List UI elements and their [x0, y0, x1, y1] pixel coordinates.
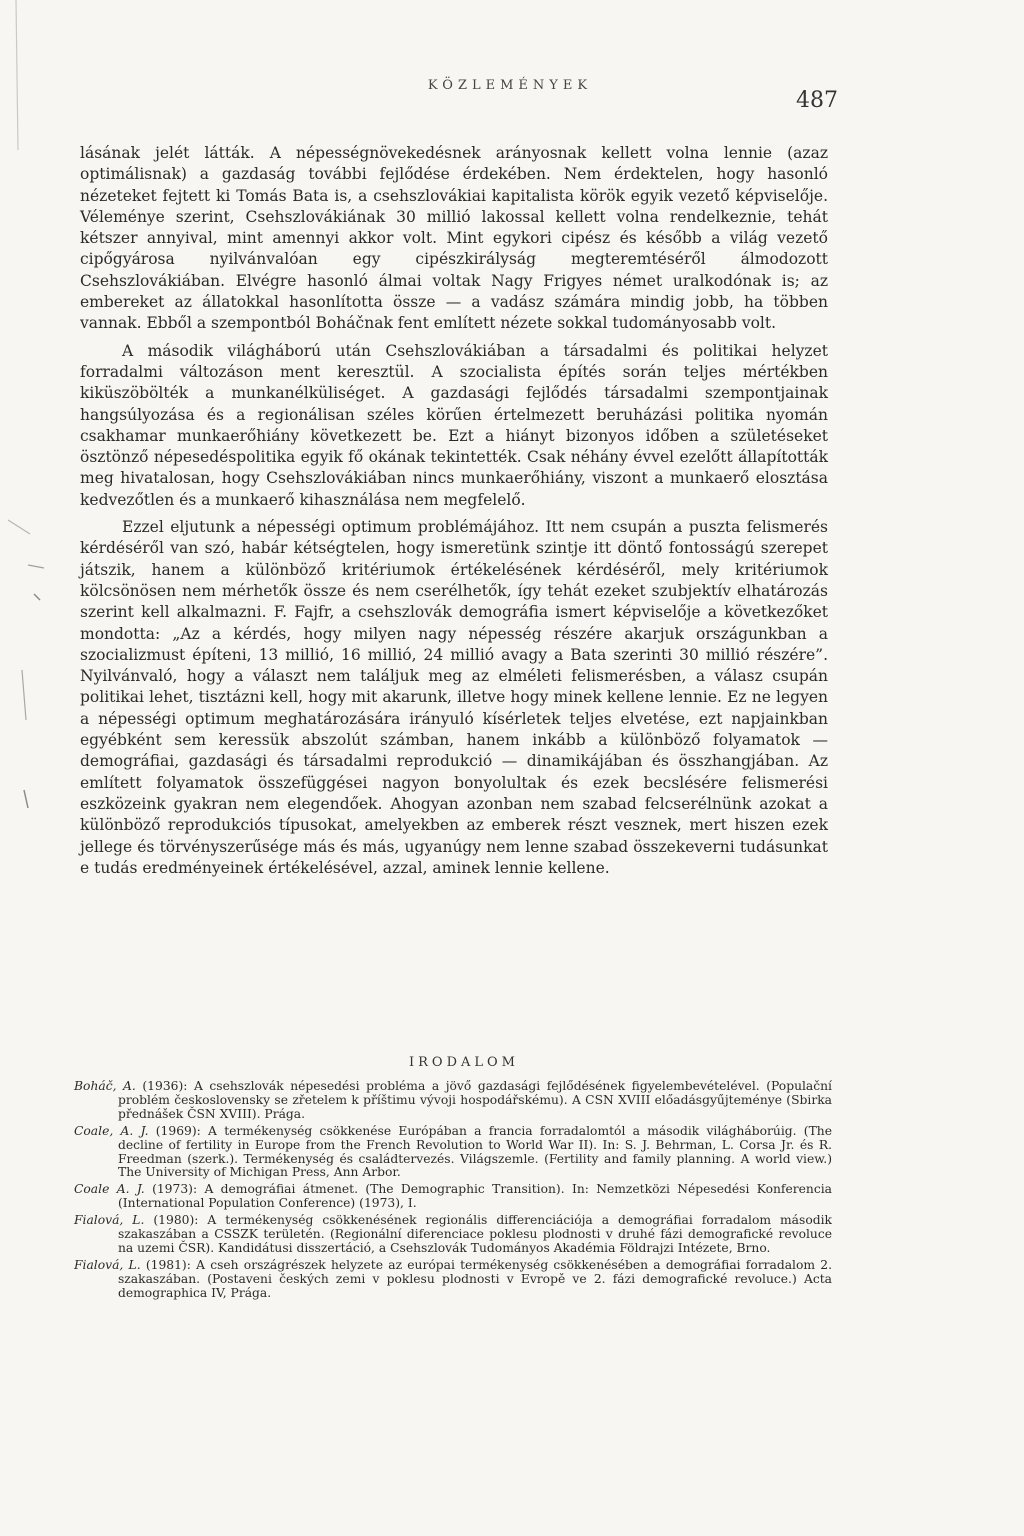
- reference-author: Fialová, L.: [74, 1257, 141, 1272]
- reference-text: (1981): A cseh országrészek helyzete az európai termékenység csökkenésében a demográfiai forradalom 2. szakaszában. (Postaveni českých zemi v poklesu plodnosti v Evropě ve 2. fázi demografické revoluce.) Acta demographica IV, Prága.: [118, 1257, 832, 1300]
- paragraph-2: A második világháború után Csehszlovákiában a társadalmi és politikai helyzet forradalmi változáson ment keresztül. A szocialista építés során teljes mértékben kiküszöbölték a munkanélküliséget. A gazdasági fejlődés társadalmi szempontjainak hangsúlyozása és a regionálisan széles körűen értelmezett beruházási politika nyomán csakhamar munkaerőhiány következett be. Ezt a hiányt bizonyos időben a születéseket ösztönző népesedéspolitika egyik fő okának tekintették. Csak néhány évvel ezelőtt állapították meg hivatalosan, hogy Csehszlovákiában nincs munkaerőhiány, viszont a munkaerő elosztása kedvezőtlen és a munkaerő kihasználása nem megfelelő.: [80, 341, 828, 509]
- references-heading: IRODALOM: [409, 1055, 519, 1070]
- article-body: [80, 143, 828, 885]
- reference-text: (1969): A termékenység csökkenése Európában a francia forradalomtól a második világháborúig. (The decline of fertility in Europe from the French Revolution to World War II). In: S. J. Behrman, L. Corsa Jr. és R. Freedman (szerk.). Termékenység és családtervezés. Világszemle. (Fertility and family planning. A world view.) The University of Michigan Press, Ann Arbor.: [118, 1123, 832, 1180]
- reference-entry: [74, 1183, 832, 1211]
- references-list: [74, 1080, 832, 1304]
- reference-entry: [74, 1259, 832, 1301]
- reference-entry: [74, 1214, 832, 1256]
- reference-author: Fialová, L.: [74, 1213, 145, 1228]
- reference-text: (1973): A demográfiai átmenet. (The Demographic Transition). In: Nemzetközi Népesedési Konferencia (International Population Conference) (1973), I.: [118, 1182, 832, 1211]
- paragraph-1: lásának jelét látták. A népességnövekedésnek arányosnak kellett volna lennie (azaz optimálisnak) a gazdaság további fejlődése érdekében. Nem érdektelen, hogy hasonló nézeteket fejtett ki Tomás Bata is, a csehszlovákiai kapitalista körök egyik vezető képviselője. Véleménye szerint, Csehszlovákiának 30 millió lakossal kellett volna rendelkeznie, tehát kétszer annyival, mint amennyi akkor volt. Mint egykori cipész és később a világ vezető cipőgyárosa nyilvánvalóan egy cipészkirályság megteremtéséről álmodozott Csehszlovákiában. Elvégre hasonló álmai voltak Nagy Frigyes német uralkodónak is; az embereket az állatokkal hasonlította össze — a vadász számára mindig jobb, ha többen vannak. Ebből a szempontból Boháčnak fent említett nézete sokkal tudományosabb volt.: [80, 144, 828, 333]
- paragraph-3: Ezzel eljutunk a népességi optimum problémájához. Itt nem csupán a puszta felismerés kérdéséről van szó, habár kétségtelen, hogy ismeretünk szintje itt döntő fontosságú szerepet játszik, hanem a különböző kritériumok értékelésének kérdéséről, mely kritériumok kölcsönösen nem mérhetők össze és nem cserélhetők, így tehát ezeket szubjektív elhatározás szerint kell alkalmazni. F. Fajfr, a csehszlovák demográfia ismert képviselője a következőket mondotta: „Az a kérdés, hogy milyen nagy népesség részére akarjuk országunkban a szocializmust építeni, 13 millió, 16 millió, 24 millió avagy a Bata szerinti 30 millió részére”. Nyilvánvaló, hogy a választ nem találjuk meg az elméleti felismerésben, a válasz csupán politikai lehet, tisztázni kell, hogy mit akarunk, illetve hogy minek kellene lennie. Ez ne legyen a népességi optimum meghatározására irányuló kísérletek teljes elvetése, ezt napjainkban egyébként sem keressük abszolút számban, hanem inkább a különböző folyamatok — demográfiai, gazdasági és társadalmi reprodukció — dinamikájában és összhangjában. Az említett folyamatok összefüggései nagyon bonyolultak és ezek becslésére felismerési eszközeink gyakran nem elegendőek. Ahogyan azonban nem szabad felcserélnünk azokat a különböző reprodukciós típusokat, amelyekben az emberek részt vesznek, mert hiszen ezek jellege és törvényszerűsége más és más, ugyanúgy nem lenne szabad összekeverni tudásunkat e tudás eredményeinek értékelésével, azzal, aminek lennie kellene.: [80, 518, 828, 877]
- reference-author: Coale A. J.: [74, 1182, 145, 1197]
- reference-text: (1936): A csehszlovák népesedési probléma a jövő gazdasági fejlődésének figyelembevételével. (Populační problém československy se zřetelem k příštimu vývoji hospodářskému). A CSN XVIII előadásgyűjteménye (Sbirka přednášek ČSN XVIII). Prága.: [118, 1079, 832, 1121]
- reference-author: Coale, A. J.: [74, 1123, 149, 1138]
- page-number: 487: [796, 88, 838, 113]
- reference-author: Boháč, A.: [74, 1079, 136, 1093]
- reference-text: (1980): A termékenység csökkenésének regionális differenciációja a demográfiai forradalom második szakaszában a CSSZK területén. (Regionální diferenciace poklesu plodnosti v druhé fázi demografické revoluce na uzemi ČSR). Kandidátusi disszertáció, a Csehszlovák Tudományos Akadémia Földrajzi Intézete, Brno.: [118, 1213, 832, 1255]
- reference-entry: [74, 1080, 832, 1122]
- running-header: KÖZLEMÉNYEK: [427, 78, 593, 93]
- reference-entry: [74, 1125, 832, 1181]
